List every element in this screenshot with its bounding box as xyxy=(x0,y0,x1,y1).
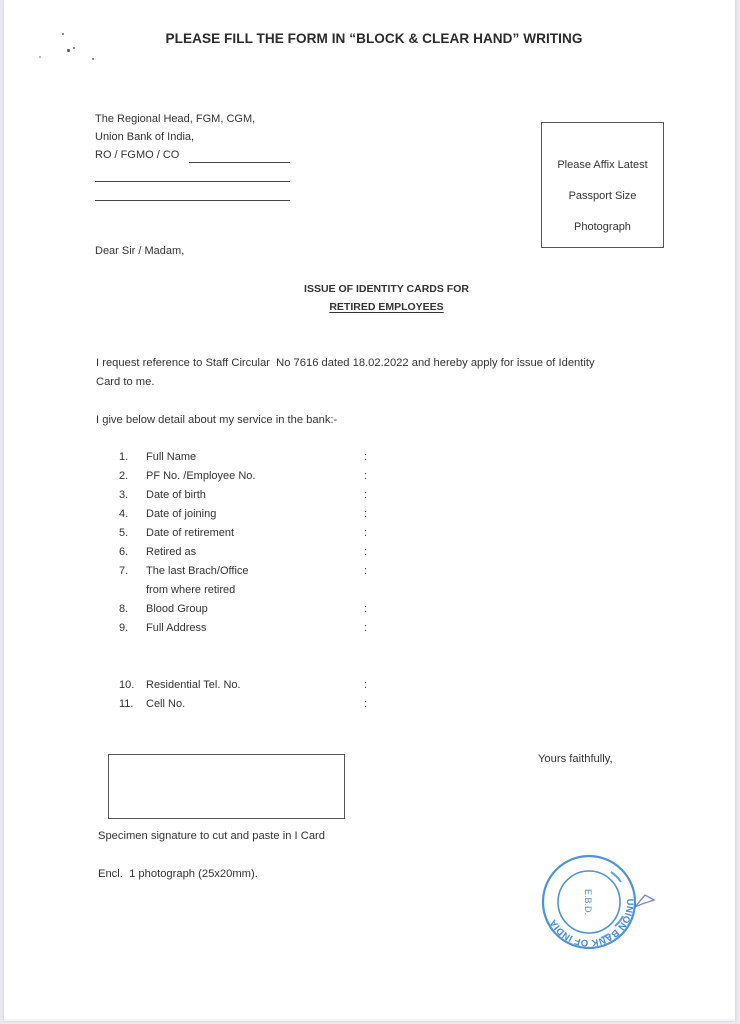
field-label: Full Name xyxy=(146,451,197,463)
address-line-1: The Regional Head, FGM, CGM, xyxy=(95,113,256,125)
stamp-inner-text: E.B.D. xyxy=(583,888,593,916)
field-number: 6. xyxy=(119,546,129,558)
address-blank-line-1[interactable] xyxy=(95,181,290,182)
signature-mark-icon xyxy=(635,895,654,907)
field-number: 5. xyxy=(119,527,129,539)
request-line-1: I request reference to Staff Circular No 7616 dated 18.02.2022 and hereby apply for issue of Identity xyxy=(96,357,595,369)
field-label: Date of birth xyxy=(146,489,206,501)
field-full-name[interactable] xyxy=(119,451,379,467)
field-number: 1. xyxy=(119,451,129,463)
field-colon: : xyxy=(364,527,368,539)
field-colon: : xyxy=(364,508,368,520)
field-label: Retired as xyxy=(146,546,197,558)
subject-line-2 xyxy=(254,301,519,313)
field-label: Date of joining xyxy=(146,508,217,520)
field-colon: : xyxy=(364,565,368,577)
field-colon: : xyxy=(364,698,368,710)
field-date-of-retirement[interactable] xyxy=(119,527,379,543)
enclosure-note: Encl. 1 photograph (25x20mm). xyxy=(98,868,258,880)
signature-caption: Specimen signature to cut and paste in I Card xyxy=(98,830,325,842)
field-colon: : xyxy=(364,546,368,558)
photo-affix-box[interactable] xyxy=(541,122,664,248)
detail-intro: I give below detail about my service in the bank:- xyxy=(96,414,338,426)
field-label-continued: from where retired xyxy=(146,584,236,596)
field-label: The last Brach/Office xyxy=(146,565,249,577)
field-cell-number[interactable] xyxy=(119,698,379,714)
form-heading: PLEASE FILL THE FORM IN “BLOCK & CLEAR HAND” WRITING xyxy=(165,31,583,46)
subject-line-2-text: RETIRED EMPLOYEES xyxy=(329,301,444,313)
field-colon: : xyxy=(364,451,368,463)
photo-box-line-1: Please Affix Latest xyxy=(557,159,648,171)
photo-box-line-2: Passport Size xyxy=(568,190,637,202)
field-colon: : xyxy=(364,622,368,634)
field-label: Date of retirement xyxy=(146,527,235,539)
field-colon: : xyxy=(364,679,368,691)
field-pf-number[interactable] xyxy=(119,470,379,486)
subject-line-1: ISSUE OF IDENTITY CARDS FOR xyxy=(304,283,469,295)
field-label: Residential Tel. No. xyxy=(146,679,241,691)
field-label: Full Address xyxy=(146,622,207,634)
field-number: 3. xyxy=(119,489,129,501)
field-number: 7. xyxy=(119,565,129,577)
field-number: 8. xyxy=(119,603,129,615)
field-number: 4. xyxy=(119,508,129,520)
field-residential-tel[interactable] xyxy=(119,679,379,695)
field-number: 2. xyxy=(119,470,129,482)
field-number: 10. xyxy=(119,679,135,691)
stamp-outer-text: UNION BANK OF INDIA xyxy=(547,898,636,949)
field-retired-as[interactable] xyxy=(119,546,379,562)
document-page xyxy=(4,0,735,1021)
field-full-address[interactable] xyxy=(119,622,379,638)
salutation: Dear Sir / Madam, xyxy=(95,245,185,257)
field-number: 9. xyxy=(119,622,129,634)
address-blank-line-2[interactable] xyxy=(95,200,290,201)
request-line-2: Card to me. xyxy=(96,376,155,388)
field-label: Cell No. xyxy=(146,698,186,710)
field-number: 11. xyxy=(119,698,134,710)
closing: Yours faithfully, xyxy=(538,753,613,765)
field-colon: : xyxy=(364,489,368,501)
field-label: PF No. /Employee No. xyxy=(146,470,256,482)
office-blank-line[interactable] xyxy=(189,162,290,163)
photo-box-line-3: Photograph xyxy=(574,221,631,233)
field-date-of-joining[interactable] xyxy=(119,508,379,524)
field-colon: : xyxy=(364,470,368,482)
field-blood-group[interactable] xyxy=(119,603,379,619)
address-line-2: Union Bank of India, xyxy=(95,131,195,143)
field-colon: : xyxy=(364,603,368,615)
specimen-signature-box[interactable] xyxy=(108,754,345,819)
field-date-of-birth[interactable] xyxy=(119,489,379,505)
bank-stamp xyxy=(539,852,639,952)
field-last-branch[interactable] xyxy=(119,565,379,601)
stamp-seal-icon xyxy=(539,852,659,957)
field-label: Blood Group xyxy=(146,603,208,615)
address-line-3: RO / FGMO / CO xyxy=(95,149,180,161)
